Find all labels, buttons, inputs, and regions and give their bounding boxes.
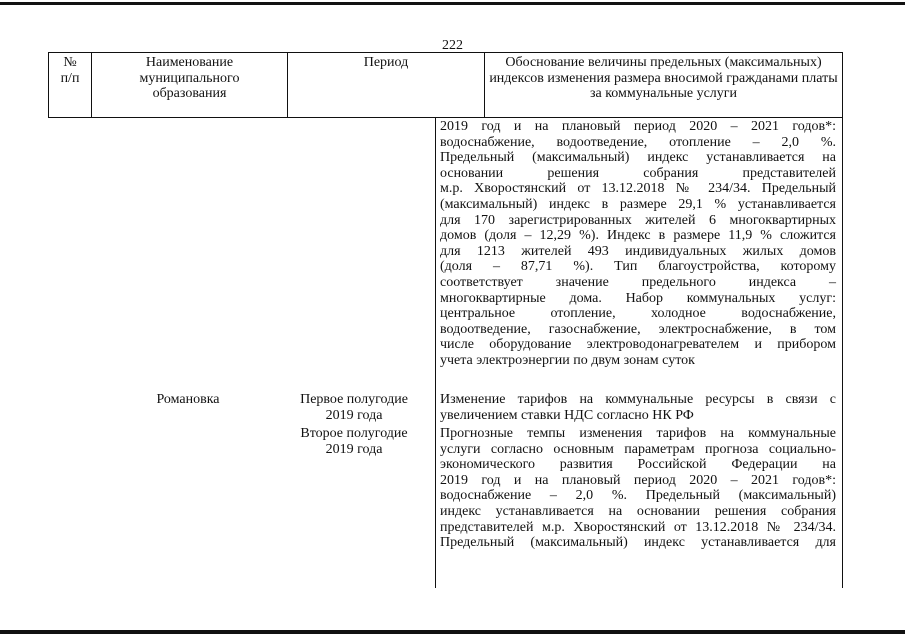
header-justification-line-1: Обоснование величины предельных (максимальных) [505,55,822,70]
header-number-line-1: № [63,55,77,70]
header-justification-line-2: индексов изменения размера вносимой гражданами платы [489,70,838,86]
header-number-column [49,53,91,117]
text-line: экономического развития Российской Федерации на [440,457,836,473]
header-municipality-line-2: муниципального [139,70,240,86]
header-municipality-line-3: образования [152,86,227,101]
text-line: домов (доля – 12,29 %). Индекс в размере 11,9 % сложится [440,228,836,244]
text-line: (доля – 87,71 %). Тип благоустройства, которому [440,259,836,275]
text-line: основании решения собрания представителей [440,165,836,181]
column-divider-period-justification [435,118,436,588]
text-line: водоснабжение, водоотведение, отопление – 2,0 %. [440,134,836,150]
text-line: числе оборудование электроводонагревателем и прибором [440,337,836,353]
text-line: услуги согласно основным параметрам прогноза социально- [440,441,836,457]
header-justification-line-3: за коммунальные услуги [589,86,738,101]
period-first-half [284,392,424,423]
header-justification-column [484,53,842,117]
text-line: 2019 год и на плановый период 2020 – 2021 годов*: [440,119,836,134]
header-municipality-line-1: Наименование [145,55,234,70]
text-line: представителей м.р. Хворостянский от 13.12.2018 № 234/34. [440,519,836,535]
bottom-rule [0,630,905,634]
header-period-column [287,53,484,117]
period-line: Второе полугодие [300,426,408,441]
period-line: Первое полугодие [300,392,408,407]
text-line: водоотведение, газоснабжение, электроснабжение, в том [440,321,836,337]
text-line: (максимальный) индекс в размере 29,1 % устанавливается [440,196,836,212]
header-municipality-column [91,53,287,117]
header-period-line-1: Период [363,55,409,70]
text-line: Изменение тарифов на коммунальные ресурсы в связи с [440,392,836,407]
text-line: учета электроэнергии по двум зонам суток [440,352,695,368]
period-second-half [284,426,424,457]
text-line: Прогнозные темпы изменения тарифов на коммунальные [440,426,836,441]
text-line: водоснабжение – 2,0 %. Предельный (максимальный) [440,488,836,504]
text-line: соответствует значение предельного индекса – [440,274,836,290]
text-line: 2019 год и на плановый период 2020 – 2021 годов*: [440,472,836,488]
period-line: 2019 года [325,441,383,457]
table-header [48,52,843,118]
table-right-border [842,118,843,588]
text-line: Предельный (максимальный) индекс устанавливается для [440,535,836,551]
text-line: м.р. Хворостянский от 13.12.2018 № 234/34. Предельный [440,181,836,197]
text-line: для 1213 жителей 493 индивидуальных жилых домов [440,243,836,259]
romanovka-justification-2 [440,426,836,551]
page-number: 222 [442,38,463,53]
text-line: увеличением ставки НДС согласно НК РФ [440,407,694,423]
romanovka-justification-1 [440,392,836,423]
period-line: 2019 года [325,407,383,423]
text-line: для 170 зарегистрированных жителей 6 многоквартирных [440,212,836,228]
text-line: многоквартирные дома. Набор коммунальных услуг: [440,290,836,306]
text-line: индекс устанавливается на основании решения собрания [440,503,836,519]
top-rule [0,2,905,5]
header-number-line-2: п/п [60,70,80,86]
text-line: Предельный (максимальный) индекс устанавливается на [440,150,836,166]
previous-row-justification [440,119,836,369]
municipality-name: Романовка [156,392,220,407]
text-line: центральное отопление, холодное водоснабжение, [440,306,836,322]
